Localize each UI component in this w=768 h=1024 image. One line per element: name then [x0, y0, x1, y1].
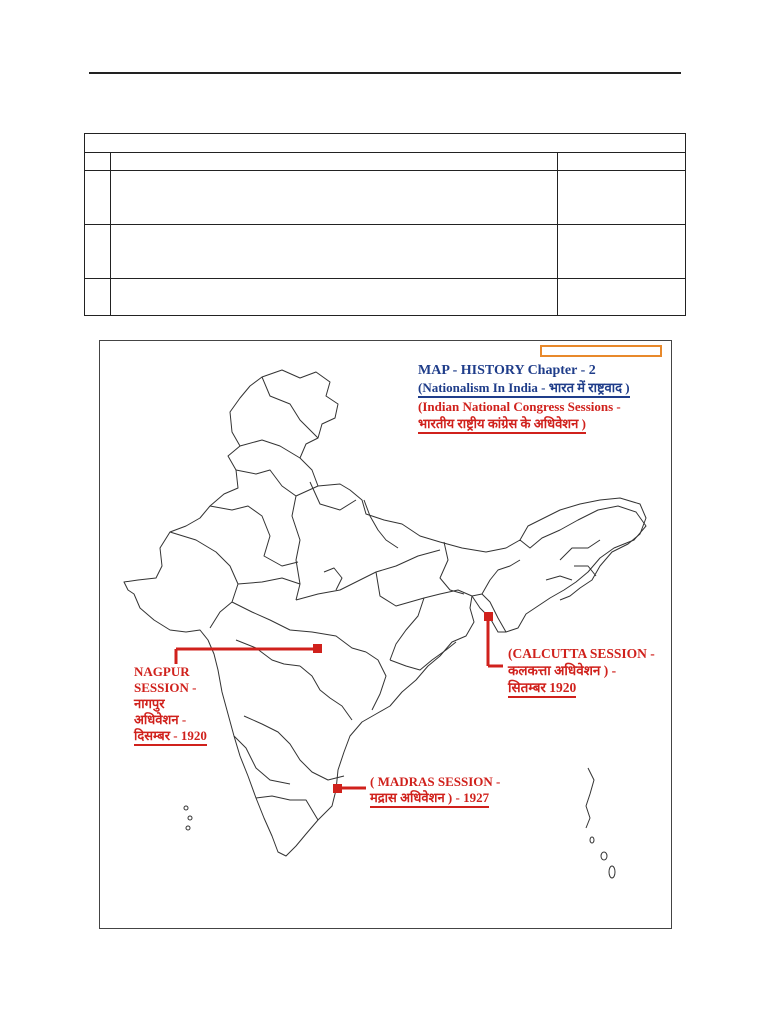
map-title-line1: MAP - HISTORY Chapter - 2: [418, 363, 596, 378]
map-title-block: [418, 361, 630, 434]
calcutta-label: [508, 645, 655, 698]
madras-label-line1: ( MADRAS SESSION -: [370, 774, 501, 789]
calcutta-label-line3: सितम्बर 1920: [508, 679, 576, 698]
nagpur-label-line1: NAGPUR: [134, 664, 190, 679]
calcutta-marker: [484, 612, 493, 621]
madras-label: [370, 774, 500, 808]
map-title-line2: (Nationalism In India - भारत में राष्ट्रवाद ): [418, 379, 630, 398]
map-title-line4: भारतीय राष्ट्रीय कांग्रेस के अधिवेशन ): [418, 415, 586, 434]
nagpur-label-line4: अधिवेशन -: [134, 712, 187, 727]
madras-label-line2: मद्रास अधिवेशन ) - 1927: [370, 790, 489, 808]
map-title-line3: (Indian National Congress Sessions -: [418, 399, 621, 414]
nagpur-label-line5: दिसम्बर - 1920: [134, 728, 207, 746]
calcutta-label-line1: (CALCUTTA SESSION -: [508, 646, 655, 661]
andaman-islands: [586, 768, 594, 828]
northeast-outline: [520, 498, 646, 600]
nagpur-label-line2: SESSION -: [134, 680, 197, 695]
madras-marker: [333, 784, 342, 793]
calcutta-label-line2: कलकत्ता अधिवेशन ) -: [508, 663, 617, 678]
nagpur-label: [134, 664, 207, 746]
nagpur-label-line3: नागपुर: [134, 696, 165, 711]
nagpur-marker: [313, 644, 322, 653]
